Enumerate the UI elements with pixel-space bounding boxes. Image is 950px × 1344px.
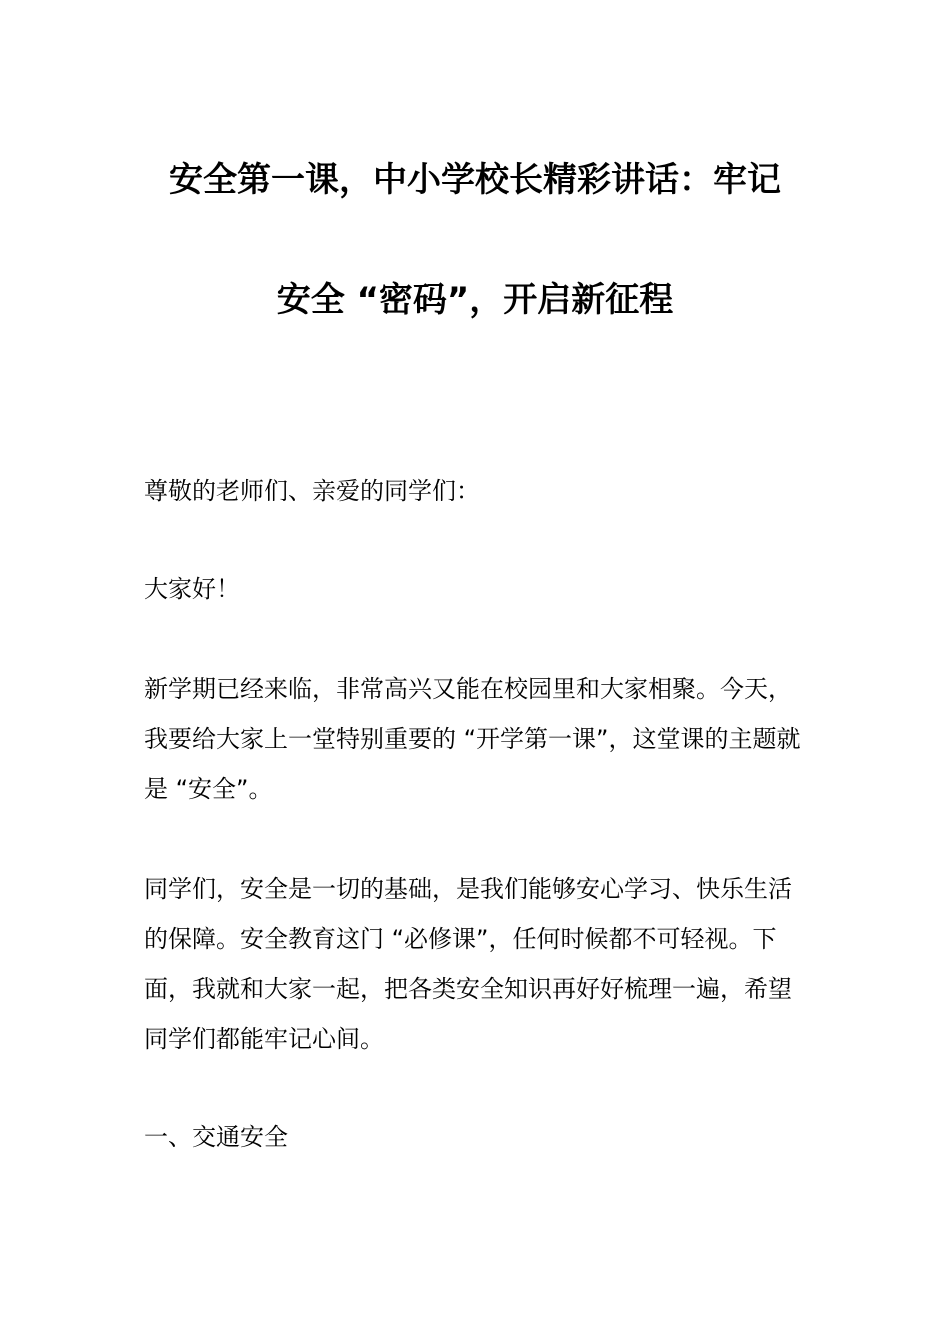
paragraph: 同学们，安全是一切的基础，是我们能够安心学习、快乐生活的保障。安全教育这门 “必修课”，任何时候都不可轻视。下面，我就和大家一起，把各类安全知识再好好梳理一遍，希望同学们都能牢记心间。: [144, 875, 792, 1053]
document-title-line-1: 安全第一课，中小学校长精彩讲话：牢记: [169, 160, 781, 200]
document-title-line-2: 安全 “密码”，开启新征程: [276, 280, 674, 320]
paragraph: 新学期已经来临，非常高兴又能在校园里和大家相聚。今天，我要给大家上一堂特别重要的 “开学第一课”，这堂课的主题就是 “安全”。: [144, 675, 801, 803]
salutation: 尊敬的老师们、亲爱的同学们：: [144, 477, 480, 505]
greeting: 大家好！: [144, 575, 240, 603]
section-heading: 一、交通安全: [144, 1123, 288, 1151]
